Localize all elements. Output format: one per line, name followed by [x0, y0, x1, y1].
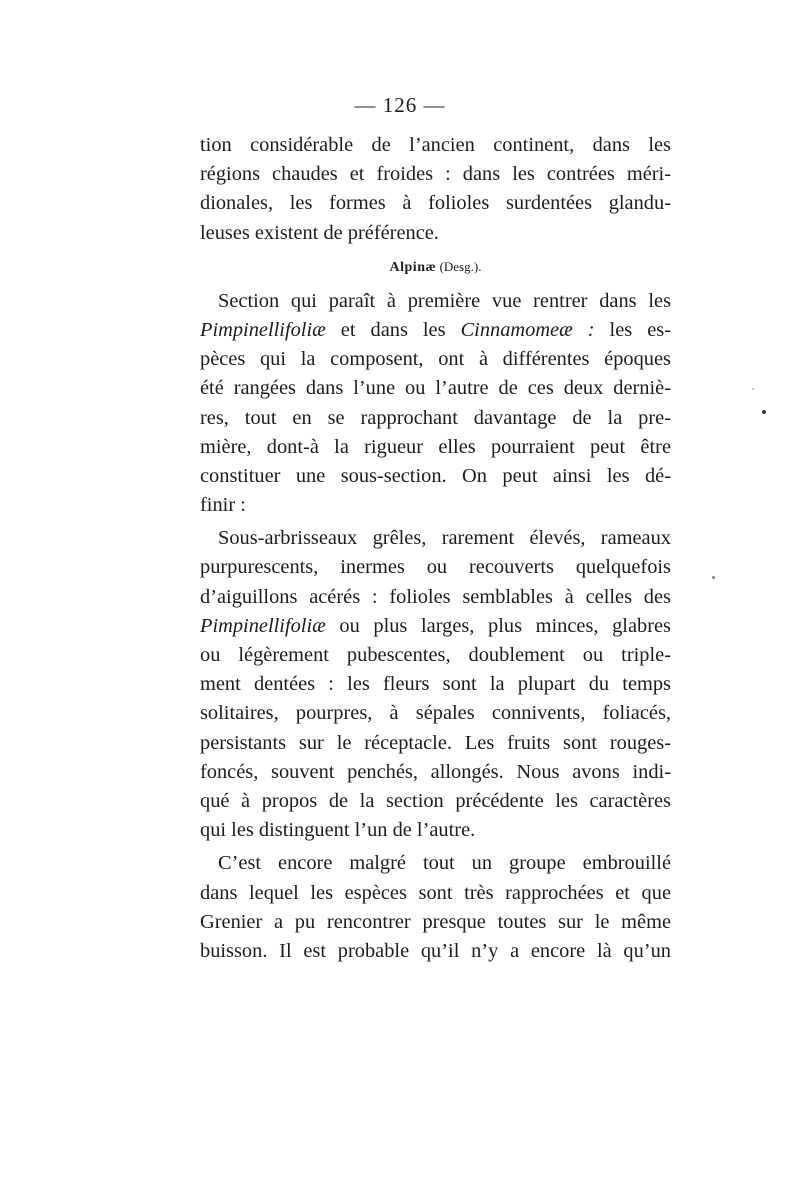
page-number: — 126 — [354, 93, 446, 117]
section-name: Alpinæ [389, 259, 437, 275]
text-line-mixed [200, 612, 671, 641]
text-line: constituer une sous-section. On peut ainsi les dé- [200, 464, 671, 487]
text-fragment: les es- [594, 318, 671, 341]
taxon-name: Pimpinellifoliæ [200, 614, 326, 637]
text-line: d’aiguillons acérés : folioles semblables à celles des [200, 585, 671, 608]
taxon-name: Pimpinellifoliæ [200, 318, 326, 341]
ink-speck [752, 388, 754, 390]
taxon-name: Cinnamomeæ : [460, 318, 595, 341]
paragraph-4 [200, 849, 671, 966]
text-line: persistants sur le réceptacle. Les fruits sont rouges- [200, 731, 671, 754]
paragraph-1 [200, 131, 671, 248]
text-line: solitaires, pourpres, à sépales connivents, foliacés, [200, 702, 671, 725]
text-line: dans lequel les espèces sont très rapprochées et que [200, 881, 671, 904]
section-heading [200, 255, 671, 285]
text-line: foncés, souvent penchés, allongés. Nous avons indi- [200, 760, 671, 783]
text-line: ou légèrement pubescentes, doublement ou triple- [200, 644, 671, 666]
text-line: ment dentées : les fleurs sont la plupart du temps [200, 673, 671, 696]
text-line: Section qui paraît à première vue rentrer dans les [218, 289, 671, 312]
text-line: C’est encore malgré tout un groupe embrouillé [218, 852, 671, 875]
paragraph-2 [200, 287, 671, 521]
paragraph-3 [200, 524, 671, 845]
text-line: été rangées dans l’une ou l’autre de ces deux derniè- [200, 377, 671, 400]
text-line: tion considérable de l’ancien continent, dans les [200, 134, 671, 156]
text-line: Grenier a pu rencontrer presque toutes sur le même [200, 910, 671, 933]
text-column [200, 131, 671, 966]
text-line: qui les distinguent l’un de l’autre. [200, 819, 476, 842]
text-line: pèces qui la composent, ont à différentes époques [200, 348, 671, 371]
section-author: (Desg.). [439, 258, 482, 274]
text-line: buisson. Il est probable qu’il n’y a encore là qu’un [200, 939, 671, 962]
text-fragment: et dans les [325, 318, 461, 341]
ink-speck [712, 576, 715, 579]
text-line: mière, dont-à la rigueur elles pourraient peut être [200, 435, 671, 458]
text-line: Sous-arbrisseaux grêles, rarement élevés, rameaux [218, 527, 671, 550]
text-line-mixed [200, 316, 671, 345]
text-line: finir : [200, 494, 246, 517]
text-fragment: ou plus larges, plus minces, glabres [325, 614, 671, 637]
text-line: dionales, les formes à folioles surdentées glandu- [200, 192, 671, 215]
text-line: res, tout en se rapprochant davantage de la pre- [200, 406, 671, 429]
text-line: régions chaudes et froides : dans les contrées méri- [200, 163, 671, 186]
text-line: qué à propos de la section précédente les caractères [200, 789, 671, 812]
text-line: leuses existent de préférence. [200, 221, 439, 244]
ink-speck [762, 410, 766, 414]
text-line: purpurescents, inermes ou recouverts quelquefois [200, 556, 671, 579]
